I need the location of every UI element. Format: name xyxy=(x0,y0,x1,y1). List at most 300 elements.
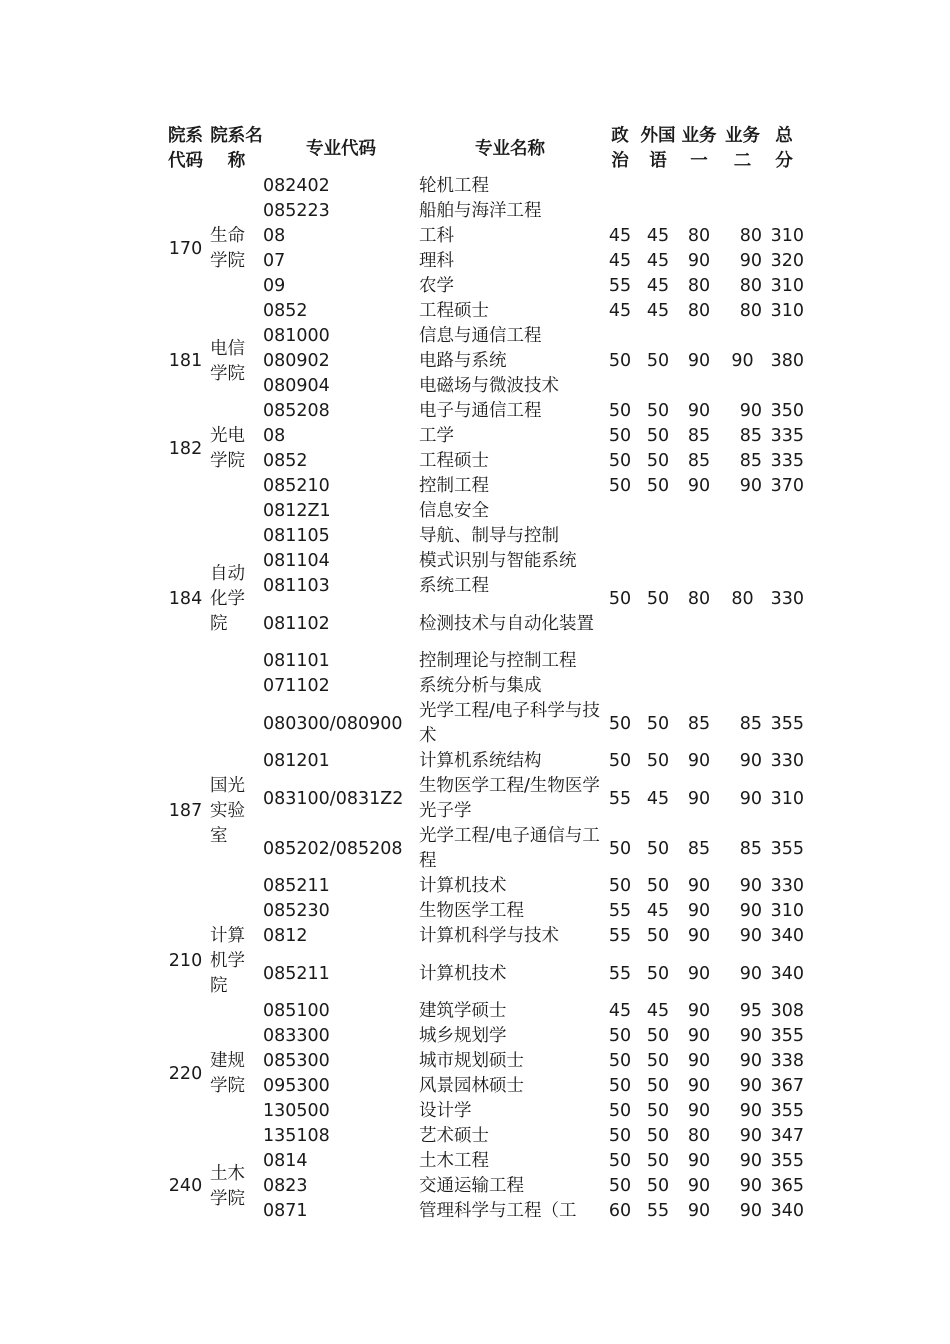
subject1-score: 90 xyxy=(687,1076,711,1096)
header-major-name: 专业名称 xyxy=(475,138,545,159)
foreign-score: 50 xyxy=(646,926,670,946)
major-code-cell: 081101 xyxy=(263,651,330,671)
politics-score: 50 xyxy=(608,1026,632,1046)
dept-code-cell: 240 xyxy=(168,1176,203,1196)
major-code-cell: 081102 xyxy=(263,613,330,634)
total-score: 310 xyxy=(770,788,804,809)
dept-name-text: 电信学院 xyxy=(210,338,245,384)
major-name-cell xyxy=(419,949,601,999)
subject1-score: 90 xyxy=(687,1001,711,1021)
subject2-score: 90 xyxy=(739,751,762,771)
subject2-score: 85 xyxy=(739,426,762,446)
subject1-score: 80 xyxy=(687,1126,711,1146)
politics-score: 50 xyxy=(608,476,632,496)
subject1-score: 90 xyxy=(687,751,711,771)
subject1-score: 90 xyxy=(687,1026,711,1046)
subject2-score: 85 xyxy=(739,713,762,734)
major-name-text: 模式识别与智能系统 xyxy=(419,551,577,571)
major-name-text: 土木工程 xyxy=(419,1151,489,1171)
subject2-score: 90 xyxy=(739,251,762,271)
major-name-text: 导航、制导与控制 xyxy=(419,526,559,546)
major-code-cell: 0871 xyxy=(263,1201,308,1221)
major-code-cell: 085100 xyxy=(263,1001,330,1021)
politics-score: 50 xyxy=(608,401,632,421)
foreign-score: 50 xyxy=(646,351,670,371)
table-row xyxy=(163,924,804,949)
major-name-text: 风景园林硕士 xyxy=(419,1076,524,1096)
major-code-cell: 081104 xyxy=(263,551,330,571)
subject2-score: 90 xyxy=(739,1126,762,1146)
politics-score: 50 xyxy=(608,426,632,446)
subject1-score: 85 xyxy=(687,713,711,734)
subject1-score xyxy=(677,174,721,199)
major-code-cell: 071102 xyxy=(263,676,330,696)
major-name-cell xyxy=(419,174,601,199)
major-name-text: 计算机系统结构 xyxy=(419,751,542,771)
foreign-score: 50 xyxy=(646,876,670,896)
major-code-cell: 080300/080900 xyxy=(263,713,403,734)
total-score: 335 xyxy=(770,426,804,446)
foreign-score: 45 xyxy=(646,901,670,921)
total-score: 365 xyxy=(770,1176,804,1196)
total-score: 347 xyxy=(770,1126,804,1146)
major-name-cell xyxy=(419,749,601,774)
major-name-cell xyxy=(419,374,601,399)
total-score: 340 xyxy=(770,1201,804,1221)
dept-name-cell xyxy=(208,399,263,499)
major-code-cell: 0852 xyxy=(263,301,308,321)
total-score: 350 xyxy=(770,401,804,421)
politics-score: 50 xyxy=(608,713,632,734)
subject2-score: 95 xyxy=(739,1001,762,1021)
dept-name-cell xyxy=(208,1149,263,1224)
foreign-score: 50 xyxy=(646,1126,670,1146)
dept-code-cell: 210 xyxy=(168,951,203,971)
foreign-score: 45 xyxy=(646,788,670,809)
major-name-text: 城乡规划学 xyxy=(419,1026,507,1046)
table-row xyxy=(163,399,804,424)
major-code-cell: 0823 xyxy=(263,1176,308,1196)
major-name-cell xyxy=(419,199,601,224)
dept-code-cell: 170 xyxy=(168,238,203,259)
dept-code-cell: 182 xyxy=(168,438,203,459)
major-name-cell xyxy=(419,924,601,949)
major-name-cell xyxy=(419,674,601,699)
major-name-text: 艺术硕士 xyxy=(419,1126,489,1146)
major-name-text: 信息与通信工程 xyxy=(419,326,542,346)
major-name-text: 控制工程 xyxy=(419,476,489,496)
foreign-score: 50 xyxy=(646,838,670,859)
major-name-cell xyxy=(419,549,601,574)
major-name-cell xyxy=(419,899,601,924)
major-name-text: 电子与通信工程 xyxy=(419,401,542,421)
subject1-score: 90 xyxy=(687,1101,711,1121)
major-name-cell xyxy=(419,599,601,649)
major-name-text: 船舶与海洋工程 xyxy=(419,201,542,221)
header-foreign: 外国语 xyxy=(640,126,676,171)
header-politics: 政治 xyxy=(611,126,629,171)
subject2-score: 90 xyxy=(739,1101,762,1121)
subject1-score: 85 xyxy=(687,451,711,471)
foreign-score: 50 xyxy=(646,401,670,421)
total-score xyxy=(764,174,804,199)
politics-score xyxy=(601,199,639,224)
major-name-text: 电磁场与微波技术 xyxy=(419,376,559,396)
major-name-text: 计算机科学与技术 xyxy=(419,926,559,946)
major-code-cell: 08 xyxy=(263,226,286,246)
major-name-cell xyxy=(419,424,601,449)
major-code-cell: 085300 xyxy=(263,1051,330,1071)
major-code-cell: 080902 xyxy=(263,351,330,371)
foreign-score: 45 xyxy=(646,1001,670,1021)
subject1-score xyxy=(677,199,721,224)
major-name-cell xyxy=(419,999,601,1024)
major-name-text: 工程硕士 xyxy=(419,301,489,321)
major-name-text: 交通运输工程 xyxy=(419,1176,524,1196)
total-score: 310 xyxy=(770,226,804,246)
politics-score: 45 xyxy=(608,301,632,321)
major-name-text: 理科 xyxy=(419,251,454,271)
major-code-cell: 080904 xyxy=(263,376,330,396)
total-score: 335 xyxy=(770,451,804,471)
header-major-code: 专业代码 xyxy=(306,138,376,159)
total-score: 355 xyxy=(770,838,804,859)
dept-name-text: 国光实验室 xyxy=(210,776,245,846)
foreign-score: 50 xyxy=(646,713,670,734)
header-subject2: 业务二 xyxy=(725,126,760,171)
dept-name-cell xyxy=(208,324,263,399)
total-score: 330 xyxy=(770,588,804,609)
dept-name-text: 光电学院 xyxy=(210,426,245,471)
foreign-score: 50 xyxy=(646,1101,670,1121)
major-code-cell: 081105 xyxy=(263,526,330,546)
major-name-text: 电路与系统 xyxy=(419,351,507,371)
total-score: 310 xyxy=(770,276,804,296)
major-name-cell xyxy=(419,224,601,249)
subject1-score: 90 xyxy=(687,788,711,809)
dept-code-cell: 220 xyxy=(168,1063,203,1084)
major-name-cell xyxy=(419,1149,601,1174)
subject2-score: 90 xyxy=(739,1051,762,1071)
major-code-cell: 085202/085208 xyxy=(263,838,403,859)
major-name-text: 农学 xyxy=(419,276,454,296)
dept-name-cell xyxy=(208,174,263,324)
major-name-text: 控制理论与控制工程 xyxy=(419,651,577,671)
dept-name-text: 计算机学院 xyxy=(210,926,245,996)
subject1-score: 80 xyxy=(687,276,711,296)
major-code-cell: 0814 xyxy=(263,1151,308,1171)
dept-name-text: 自动化学院 xyxy=(210,563,245,634)
subject1-score: 80 xyxy=(687,588,711,609)
major-name-cell xyxy=(419,399,601,424)
foreign-score: 55 xyxy=(646,1201,670,1221)
total-score: 355 xyxy=(770,1026,804,1046)
foreign-score: 50 xyxy=(646,1076,670,1096)
header-dept-code: 院系代码 xyxy=(168,126,203,171)
major-name-text: 建筑学硕士 xyxy=(419,1001,507,1021)
total-score: 310 xyxy=(770,901,804,921)
politics-score: 50 xyxy=(608,451,632,471)
subject1-score: 90 xyxy=(687,401,711,421)
foreign-score: 50 xyxy=(646,451,670,471)
total-score: 338 xyxy=(770,1051,804,1071)
major-code-cell: 082402 xyxy=(263,176,330,196)
subject1-score: 90 xyxy=(687,963,711,984)
dept-name-text: 建规学院 xyxy=(210,1051,245,1096)
subject1-score: 90 xyxy=(687,926,711,946)
dept-name-text: 土木学院 xyxy=(210,1163,245,1209)
total-score xyxy=(764,199,804,224)
major-name-text: 信息安全 xyxy=(419,501,489,521)
dept-name-cell xyxy=(208,499,263,699)
table-body xyxy=(163,174,804,1224)
major-name-text: 设计学 xyxy=(419,1101,472,1121)
foreign-score: 45 xyxy=(646,251,670,271)
politics-score: 45 xyxy=(608,226,632,246)
politics-score: 50 xyxy=(608,1176,632,1196)
major-code-cell: 0852 xyxy=(263,451,308,471)
subject2-score: 90 xyxy=(739,926,762,946)
subject2-score: 90 xyxy=(739,1176,762,1196)
politics-score: 45 xyxy=(608,1001,632,1021)
major-code-cell: 085211 xyxy=(263,963,330,984)
major-name-cell xyxy=(419,1099,601,1124)
dept-code-cell: 181 xyxy=(168,351,203,371)
major-name-text: 检测技术与自动化装置 xyxy=(419,613,594,634)
subject2-score: 90 xyxy=(739,901,762,921)
subject2-score xyxy=(721,174,764,199)
subject1-score: 90 xyxy=(687,1051,711,1071)
subject1-score: 90 xyxy=(687,476,711,496)
subject1-score: 80 xyxy=(687,226,711,246)
major-name-cell xyxy=(419,324,601,349)
total-score: 330 xyxy=(770,751,804,771)
foreign-score: 50 xyxy=(646,1151,670,1171)
subject2-score: 90 xyxy=(739,1076,762,1096)
major-name-text: 计算机技术 xyxy=(419,876,507,896)
subject1-score: 90 xyxy=(687,901,711,921)
politics-score: 50 xyxy=(608,876,632,896)
header-total: 总分 xyxy=(775,126,793,171)
major-code-cell: 085223 xyxy=(263,201,330,221)
major-code-cell: 081103 xyxy=(263,576,330,596)
major-name-text: 轮机工程 xyxy=(419,176,489,196)
politics-score: 55 xyxy=(608,963,632,984)
major-code-cell: 09 xyxy=(263,276,286,296)
table-row xyxy=(163,174,804,199)
major-name-cell xyxy=(419,1074,601,1099)
major-name-text: 工程硕士 xyxy=(419,451,489,471)
politics-score: 50 xyxy=(608,838,632,859)
subject1-score: 90 xyxy=(687,1201,711,1221)
foreign-score: 50 xyxy=(646,476,670,496)
major-code-cell: 085210 xyxy=(263,476,330,496)
major-code-cell: 081201 xyxy=(263,751,330,771)
major-code-cell: 135108 xyxy=(263,1126,330,1146)
major-code-cell: 081000 xyxy=(263,326,330,346)
subject2-score: 85 xyxy=(739,451,762,471)
foreign-score: 45 xyxy=(646,301,670,321)
major-name-text: 工学 xyxy=(419,426,454,446)
subject1-score: 90 xyxy=(687,876,711,896)
major-name-text: 管理科学与工程（工 xyxy=(419,1201,577,1221)
foreign-score: 50 xyxy=(646,751,670,771)
subject2-score: 80 xyxy=(739,226,762,246)
table-row xyxy=(163,324,804,349)
major-code-cell: 095300 xyxy=(263,1076,330,1096)
table-row xyxy=(163,699,804,749)
total-score: 355 xyxy=(770,713,804,734)
foreign-score: 50 xyxy=(646,963,670,984)
subject2-score: 85 xyxy=(739,838,762,859)
politics-score: 50 xyxy=(608,1126,632,1146)
total-score: 355 xyxy=(770,1151,804,1171)
politics-score: 50 xyxy=(608,1101,632,1121)
dept-name-cell xyxy=(208,999,263,1149)
politics-score: 50 xyxy=(608,351,632,371)
subject1-score: 85 xyxy=(687,838,711,859)
major-name-cell xyxy=(419,1199,601,1224)
major-name-text: 系统分析与集成 xyxy=(419,676,542,696)
politics-score: 55 xyxy=(608,926,632,946)
subject2-score: 90 xyxy=(739,876,762,896)
major-name-text: 光学工程/电子科学与技术 xyxy=(419,701,600,746)
major-name-cell xyxy=(419,1024,601,1049)
total-score: 340 xyxy=(770,926,804,946)
major-name-text: 系统工程 xyxy=(419,576,489,596)
major-name-cell xyxy=(419,574,601,599)
header-dept-name: 院系名称 xyxy=(210,126,263,171)
major-code-cell: 08 xyxy=(263,426,286,446)
major-name-cell xyxy=(419,249,601,274)
major-name-cell xyxy=(419,449,601,474)
major-name-cell xyxy=(419,1124,601,1149)
major-code-cell: 130500 xyxy=(263,1101,330,1121)
politics-score: 50 xyxy=(608,1076,632,1096)
subject1-score: 90 xyxy=(687,1151,711,1171)
foreign-score: 50 xyxy=(646,1026,670,1046)
major-code-cell: 07 xyxy=(263,251,286,271)
total-score: 308 xyxy=(770,1001,804,1021)
politics-score xyxy=(601,174,639,199)
politics-score: 45 xyxy=(608,251,632,271)
foreign-score: 45 xyxy=(646,226,670,246)
major-name-text: 计算机技术 xyxy=(419,963,507,984)
major-name-cell xyxy=(419,499,601,524)
dept-name-cell xyxy=(208,924,263,999)
major-name-cell xyxy=(419,649,601,674)
subject1-score: 90 xyxy=(687,351,711,371)
table-row xyxy=(163,999,804,1024)
politics-score: 50 xyxy=(608,751,632,771)
major-code-cell: 0812 xyxy=(263,926,308,946)
major-name-cell xyxy=(419,824,601,874)
subject2-score: 90 xyxy=(739,1201,762,1221)
politics-score: 50 xyxy=(608,1051,632,1071)
total-score: 330 xyxy=(770,876,804,896)
header-row xyxy=(163,124,804,174)
subject2-score: 90 xyxy=(731,351,754,371)
subject2-score xyxy=(721,199,764,224)
foreign-score: 50 xyxy=(646,588,670,609)
major-code-cell: 085208 xyxy=(263,401,330,421)
subject2-score: 90 xyxy=(739,1026,762,1046)
politics-score: 50 xyxy=(608,588,632,609)
subject2-score: 90 xyxy=(739,401,762,421)
subject2-score: 80 xyxy=(739,276,762,296)
foreign-score: 45 xyxy=(646,276,670,296)
major-code-cell: 083300 xyxy=(263,1026,330,1046)
table-row xyxy=(163,499,804,524)
total-score: 355 xyxy=(770,1101,804,1121)
major-code-cell: 0812Z1 xyxy=(263,501,331,521)
major-name-cell xyxy=(419,474,601,499)
total-score: 367 xyxy=(770,1076,804,1096)
major-name-cell xyxy=(419,349,601,374)
politics-score: 60 xyxy=(608,1201,632,1221)
major-name-text: 城市规划硕士 xyxy=(419,1051,524,1071)
politics-score: 55 xyxy=(608,901,632,921)
major-name-text: 生物医学工程 xyxy=(419,901,524,921)
subject2-score: 90 xyxy=(739,1151,762,1171)
dept-name-text: 生命学院 xyxy=(210,226,245,271)
total-score: 320 xyxy=(770,251,804,271)
politics-score: 50 xyxy=(608,1151,632,1171)
foreign-score: 50 xyxy=(646,1176,670,1196)
score-table xyxy=(163,124,804,1224)
politics-score: 55 xyxy=(608,788,632,809)
major-code-cell: 083100/0831Z2 xyxy=(263,788,404,809)
politics-score: 55 xyxy=(608,276,632,296)
total-score: 370 xyxy=(770,476,804,496)
subject2-score: 90 xyxy=(739,963,762,984)
foreign-score xyxy=(639,174,677,199)
total-score: 380 xyxy=(770,351,804,371)
total-score: 340 xyxy=(770,963,804,984)
subject1-score: 85 xyxy=(687,426,711,446)
dept-code-cell: 184 xyxy=(168,588,203,609)
major-name-cell xyxy=(419,299,601,324)
subject1-score: 90 xyxy=(687,1176,711,1196)
subject2-score: 80 xyxy=(739,301,762,321)
major-name-cell xyxy=(419,699,601,749)
foreign-score xyxy=(639,199,677,224)
total-score: 310 xyxy=(770,301,804,321)
dept-name-cell xyxy=(208,699,263,924)
subject1-score: 90 xyxy=(687,251,711,271)
dept-code-cell: 187 xyxy=(168,801,203,821)
major-code-cell: 085230 xyxy=(263,901,330,921)
foreign-score: 50 xyxy=(646,1051,670,1071)
table-row xyxy=(163,1149,804,1174)
major-name-text: 生物医学工程/生物医学光子学 xyxy=(419,776,600,821)
major-name-cell xyxy=(419,874,601,899)
major-code-cell: 085211 xyxy=(263,876,330,896)
header-subject1: 业务一 xyxy=(681,126,717,171)
subject2-score: 80 xyxy=(731,588,754,609)
major-name-text: 光学工程/电子通信与工程 xyxy=(419,826,600,871)
subject1-score: 80 xyxy=(687,301,711,321)
major-name-text: 工科 xyxy=(419,226,454,246)
major-name-cell xyxy=(419,274,601,299)
foreign-score: 50 xyxy=(646,426,670,446)
subject2-score: 90 xyxy=(739,476,762,496)
major-name-cell xyxy=(419,774,601,824)
major-name-cell xyxy=(419,524,601,549)
major-name-cell xyxy=(419,1049,601,1074)
major-name-cell xyxy=(419,1174,601,1199)
subject2-score: 90 xyxy=(739,788,762,809)
